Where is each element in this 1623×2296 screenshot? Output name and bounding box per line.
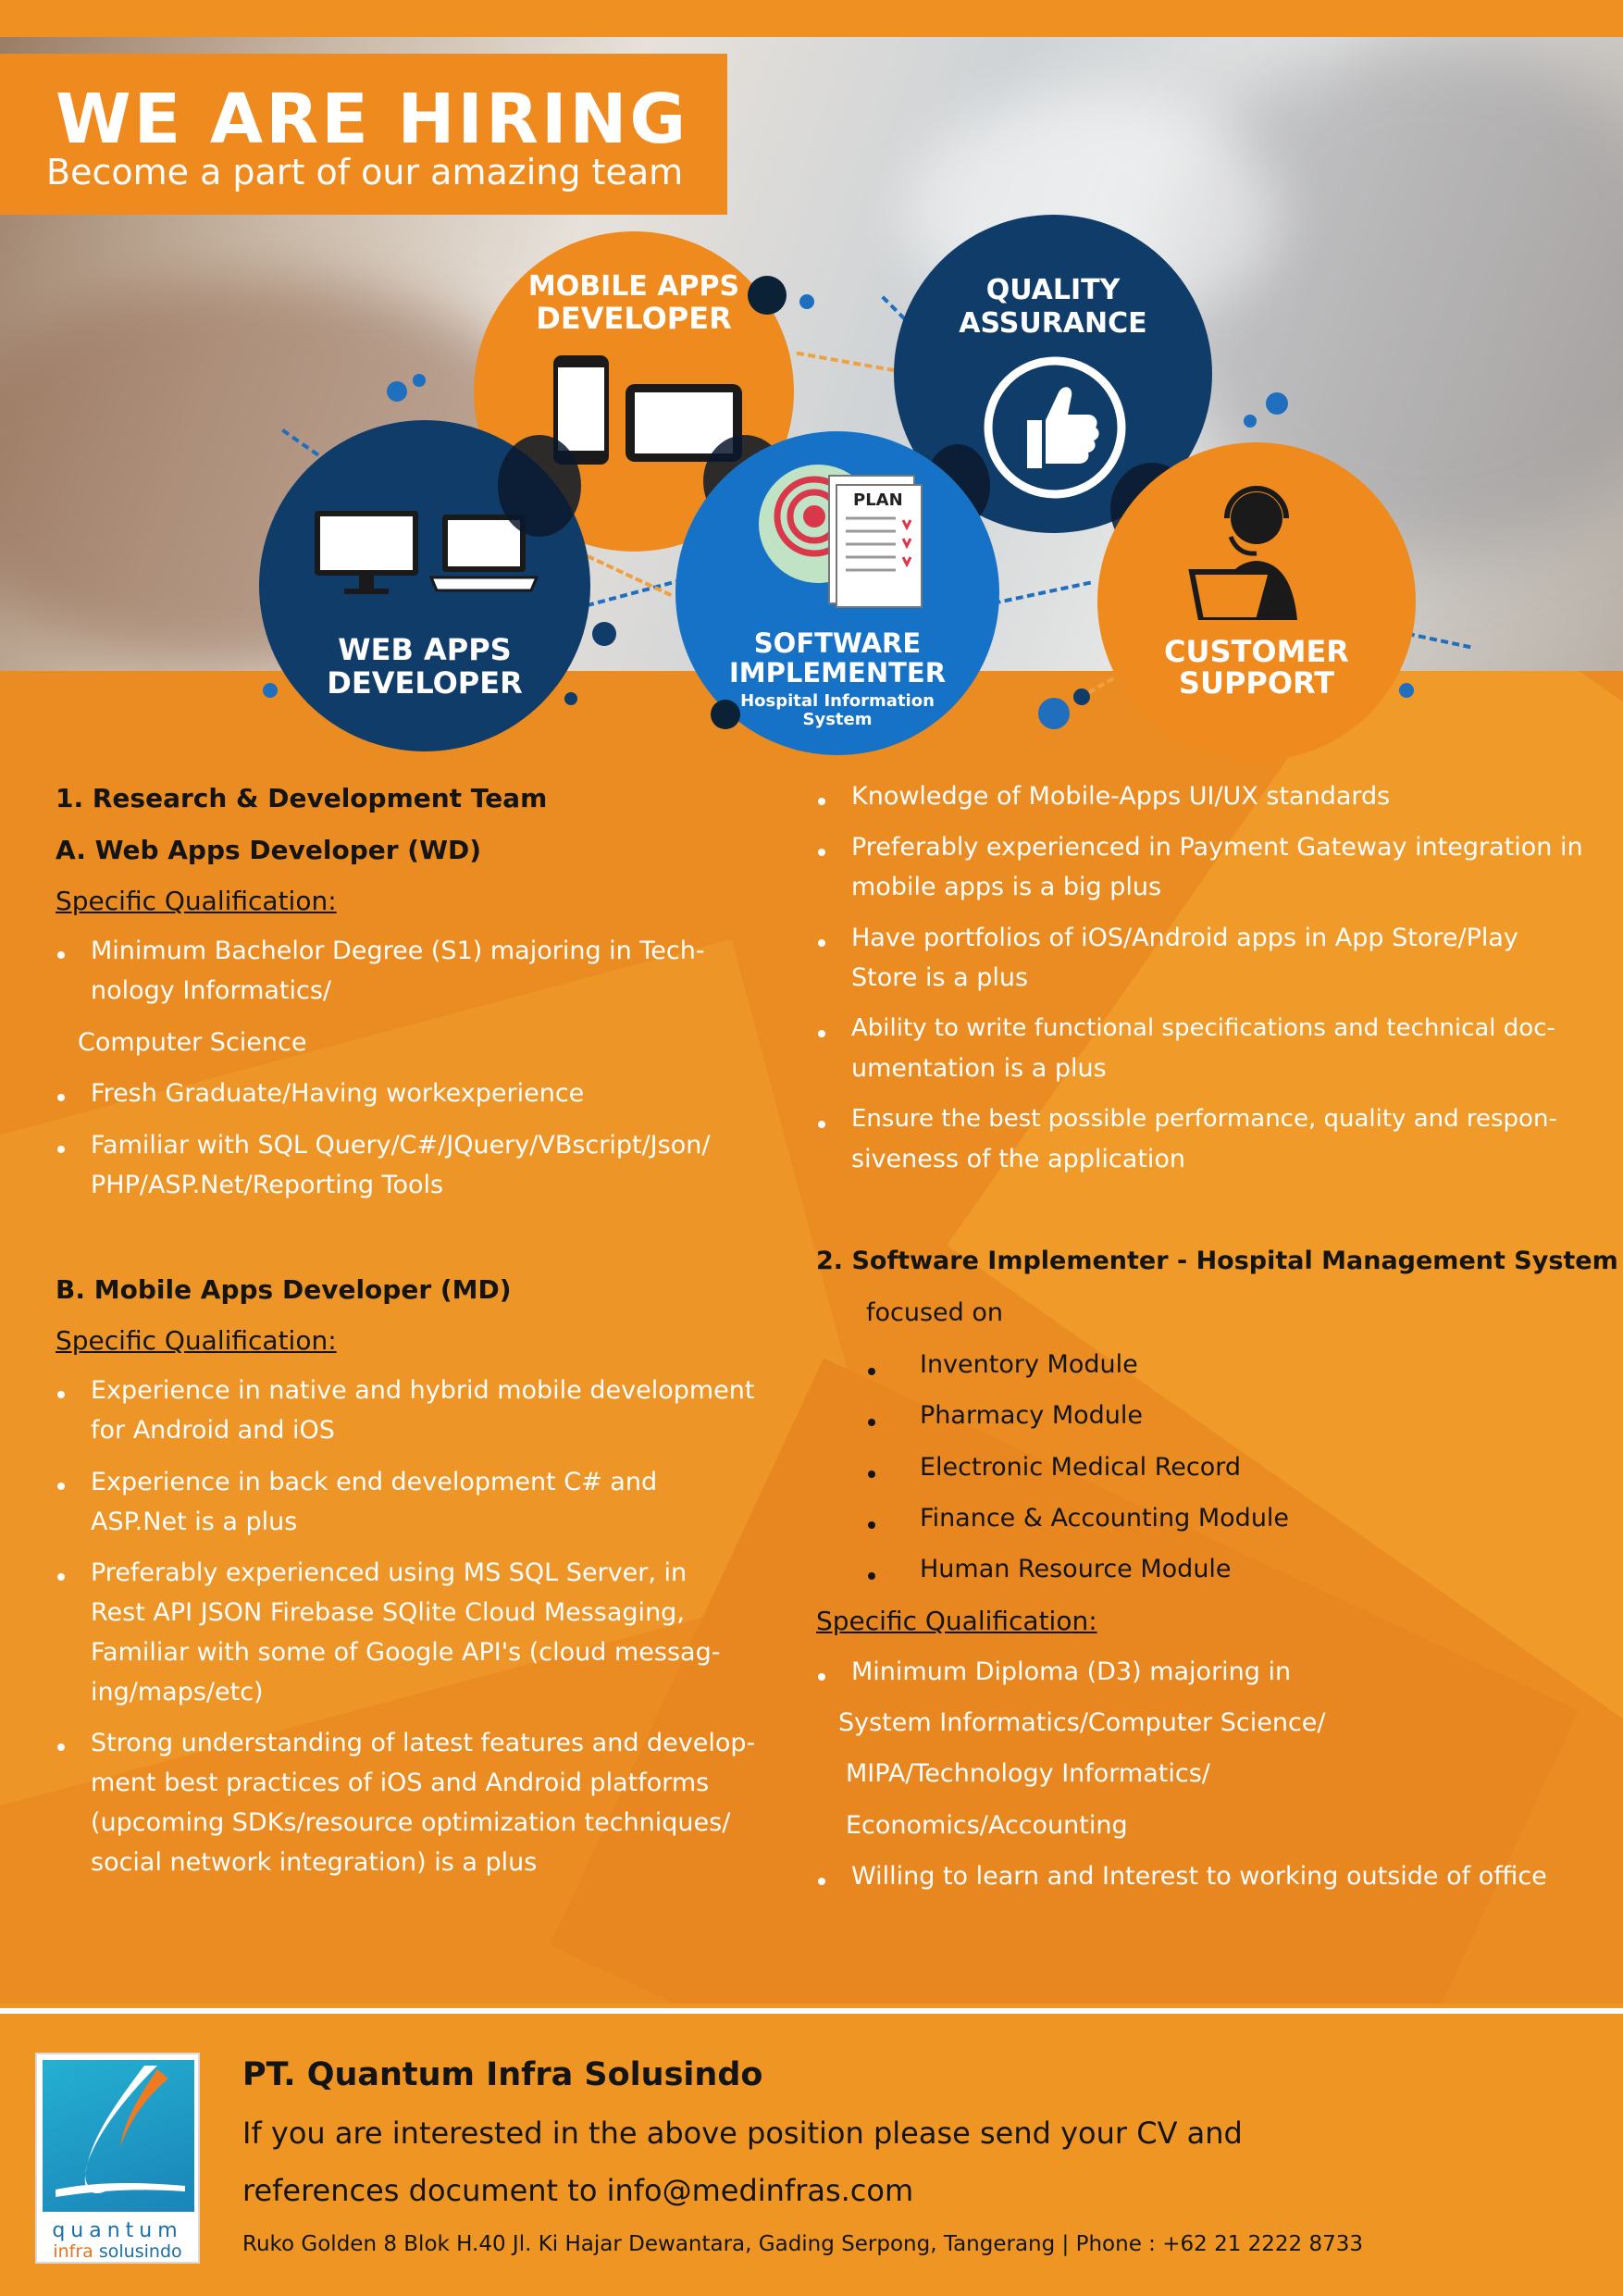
logo-wordmark: quantum [52,2219,183,2242]
md-item: social network integration) is a plus [91,1848,538,1877]
wd-item: Fresh Graduate/Having workexperience [91,1079,585,1108]
decor-dot [799,294,814,309]
md-item: ment best practices of iOS and Android platforms [91,1769,710,1797]
page-subtitle: Become a part of our amazing team [46,152,684,192]
software-implementer-sub-1: Hospital Information [740,691,935,711]
bullet [868,1572,875,1580]
module-item: Finance & Accounting Module [920,1504,1290,1533]
bullet [818,1878,825,1885]
wd-item: Computer Science [78,1028,307,1057]
bullet [818,849,825,856]
module-item: Human Resource Module [920,1555,1232,1583]
decor-dot [1399,683,1414,698]
md-item: (upcoming SDKs/resource optimization techniques/ [91,1808,731,1837]
md-qualification-label: Specific Qualification: [56,1325,337,1356]
md-item: Strong understanding of latest features and develop- [91,1729,756,1757]
wd-item: Minimum Bachelor Degree (S1) majoring in Tech- [91,937,705,965]
wd-item: PHP/ASP.Net/Reporting Tools [91,1171,444,1199]
plan-text: PLAN [853,490,903,510]
logo-swoosh-icon [43,2060,194,2212]
bullet [868,1471,875,1478]
thumbs-up-icon [981,354,1129,502]
md-item-right: Knowledge of Mobile-Apps UI/UX standards [851,782,1391,811]
decor-dot [564,692,577,705]
bullet [818,939,825,947]
bullet [818,1121,825,1128]
decor-dot [1073,689,1090,705]
decor-dot [711,700,740,729]
section-2-heading: 2. Software Implementer - Hospital Management System [816,1247,1618,1275]
decor-dot [263,683,278,698]
md-item-right: mobile apps is a big plus [851,873,1162,901]
customer-support-circle [1097,442,1416,761]
decor-dot [1038,698,1070,729]
software-implementer-label-1: SOFTWARE [753,627,922,659]
section-b-heading: B. Mobile Apps Developer (MD) [56,1274,512,1305]
section-1-heading: 1. Research & Development Team [56,783,548,813]
customer-support-label-1: CUSTOMER [1164,634,1349,669]
md-item: ASP.Net is a plus [91,1508,298,1536]
si-item: Minimum Diploma (D3) majoring in [851,1657,1292,1686]
logo-tagline: infra solusindo [53,2241,182,2262]
plan-target-icon [757,461,929,613]
md-item-right: umentation is a plus [851,1054,1107,1083]
md-item-right: Store is a plus [851,963,1029,992]
bullet [868,1368,875,1375]
md-item: Experience in native and hybrid mobile development [91,1376,755,1405]
bullet [57,1483,65,1490]
customer-support-label-2: SUPPORT [1178,665,1335,701]
apply-text-line-1: If you are interested in the above position please send your CV and [242,2116,1243,2151]
si-item: System Informatics/Computer Science/ [838,1708,1326,1737]
md-item-right: siveness of the application [851,1145,1186,1173]
si-item: Willing to learn and Interest to working outside of office [851,1862,1547,1891]
desktop-monitor-icon [313,509,420,596]
circle-overlap-shade [498,435,581,537]
bullet [818,1030,825,1037]
page-title: WE ARE HIRING [56,80,689,159]
quality-assurance-label-1: QUALITY [985,274,1121,306]
bullet [57,1744,65,1751]
module-item: Electronic Medical Record [920,1453,1241,1482]
si-item: MIPA/Technology Informatics/ [846,1759,1210,1788]
md-item-right: Ensure the best possible performance, quality and respon- [851,1105,1557,1133]
bullet [818,1673,825,1681]
bullet [57,951,65,959]
wd-qualification-label: Specific Qualification: [56,886,337,916]
bullet [57,1573,65,1581]
company-name: PT. Quantum Infra Solusindo [242,2056,763,2093]
md-item: Familiar with some of Google API's (cloud messag- [91,1638,721,1667]
headset-agent-icon [1183,481,1331,620]
mobile-apps-label-2: DEVELOPER [536,301,732,336]
web-apps-label-1: WEB APPS [338,632,512,667]
bullet [57,1094,65,1101]
section-a-heading: A. Web Apps Developer (WD) [56,835,482,865]
quality-assurance-label-2: ASSURANCE [959,307,1147,340]
bullet [818,798,825,805]
md-item: Experience in back end development C# and [91,1468,658,1496]
software-implementer-label-2: IMPLEMENTER [728,657,947,689]
decor-dot [1266,392,1288,415]
bullet [868,1419,875,1426]
md-item-right: Have portfolios of iOS/Android apps in App Store/Play [851,924,1518,952]
decor-dot [387,381,407,402]
md-item: for Android and iOS [91,1416,335,1445]
web-apps-label-2: DEVELOPER [327,665,523,701]
company-address: Ruko Golden 8 Blok H.40 Jl. Ki Hajar Dewantara, Gading Serpong, Tangerang | Phone : +62 21 2222 8733 [242,2232,1364,2256]
apply-text-line-2: references document to info@medinfras.com [242,2173,914,2208]
bullet [57,1146,65,1153]
decor-dot [1244,415,1257,428]
top-bar [0,0,1623,37]
company-logo [35,2053,200,2264]
decor-dot [748,276,787,315]
bullet [868,1521,875,1529]
footer-divider [0,2008,1623,2014]
md-item: Preferably experienced using MS SQL Server, in [91,1558,688,1587]
decor-dot [413,374,426,387]
module-item: Inventory Module [920,1350,1138,1379]
si-qualification-label: Specific Qualification: [816,1606,1097,1636]
decor-dot [592,622,616,646]
module-item: Pharmacy Module [920,1401,1143,1430]
md-item: ing/maps/etc) [91,1678,264,1706]
wd-item: Familiar with SQL Query/C#/JQuery/VBscript/Json/ [91,1131,711,1160]
mobile-apps-label-1: MOBILE APPS [527,270,740,303]
wd-item: nology Informatics/ [91,976,332,1005]
md-item-right: Ability to write functional specifications and technical doc- [851,1014,1555,1042]
si-item: Economics/Accounting [846,1811,1128,1840]
software-implementer-sub-2: System [802,710,873,729]
focused-on-text: focused on [866,1298,1004,1327]
bullet [57,1391,65,1398]
md-item-right: Preferably experienced in Payment Gateway integration in [851,833,1583,862]
md-item: Rest API JSON Firebase SQlite Cloud Messaging, [91,1598,685,1627]
